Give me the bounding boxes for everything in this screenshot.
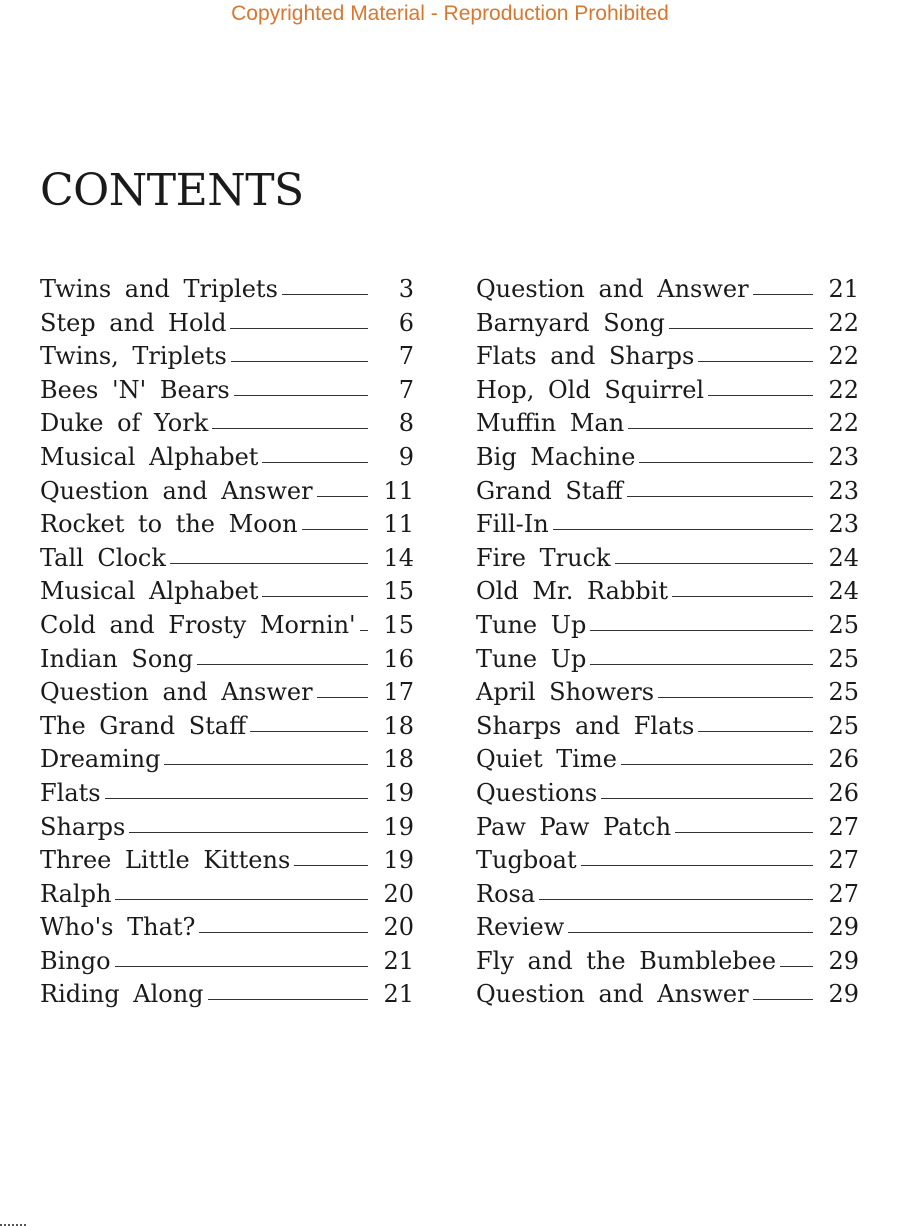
toc-entry-page: 11 [383, 510, 414, 539]
toc-entry-title: Bees 'N' Bears [40, 375, 230, 404]
toc-entry [40, 409, 414, 443]
toc-entry-title: Review [476, 913, 565, 942]
toc-entry-title: Question and Answer [40, 476, 313, 505]
toc-entry [476, 813, 859, 847]
toc-entry [40, 678, 414, 712]
toc-entry [476, 409, 859, 443]
toc-entry [476, 947, 859, 981]
toc-entry-page: 21 [828, 275, 859, 303]
toc-entry [476, 376, 859, 410]
toc-leader-line [360, 630, 368, 631]
toc-entry-title: Three Little Kittens [40, 846, 291, 875]
toc-entry-title: Fly and the Bumblebee [476, 946, 777, 975]
toc-entry-page: 7 [398, 375, 414, 404]
toc-leader-line [753, 294, 813, 295]
contents-left-column [40, 275, 414, 1014]
toc-leader-line [615, 563, 813, 564]
toc-entry [476, 544, 859, 578]
toc-entry [476, 880, 859, 914]
toc-entry-title: Tall Clock [40, 543, 166, 572]
toc-entry-page: 23 [828, 442, 859, 471]
toc-leader-line [581, 865, 813, 866]
toc-entry-title: Hop, Old Squirrel [476, 375, 705, 404]
toc-leader-line [590, 630, 813, 631]
toc-entry [476, 980, 859, 1014]
toc-entry-title: Duke of York [40, 409, 209, 438]
toc-leader-line [568, 932, 813, 933]
toc-leader-line [199, 932, 368, 933]
toc-leader-line [115, 899, 368, 900]
toc-entry-title: Sharps and Flats [476, 711, 695, 740]
toc-entry-title: Indian Song [40, 644, 194, 673]
toc-leader-line [250, 731, 368, 732]
toc-entry-title: Cold and Frosty Mornin' [40, 610, 356, 639]
toc-entry-page: 18 [383, 745, 414, 774]
toc-leader-line [708, 395, 813, 396]
toc-leader-line [105, 798, 368, 799]
toc-entry [40, 980, 414, 1014]
toc-entry-title: Flats [40, 778, 101, 807]
toc-entry-page: 20 [383, 879, 414, 908]
toc-leader-line [539, 899, 813, 900]
toc-entry [476, 645, 859, 679]
toc-entry-page: 21 [383, 980, 414, 1009]
toc-entry-title: Who's That? [40, 913, 196, 942]
toc-entry-page: 14 [383, 543, 414, 572]
toc-entry-title: Bingo [40, 946, 111, 975]
toc-entry-title: Old Mr. Rabbit [476, 577, 668, 606]
toc-entry-title: Tune Up [476, 644, 587, 673]
toc-entry-title: Muffin Man [476, 409, 625, 438]
toc-entry-page: 25 [828, 644, 859, 673]
toc-entry-page: 23 [828, 510, 859, 539]
toc-leader-line [170, 563, 368, 564]
toc-entry [40, 712, 414, 746]
toc-entry-title: Quiet Time [476, 745, 617, 774]
toc-entry [476, 510, 859, 544]
toc-entry-title: Paw Paw Patch [476, 812, 672, 841]
toc-entry-page: 29 [828, 913, 859, 942]
toc-entry [40, 913, 414, 947]
toc-entry-page: 27 [828, 812, 859, 841]
toc-leader-line [282, 294, 368, 295]
page-corner-mark [0, 1222, 26, 1226]
toc-entry-title: Riding Along [40, 980, 204, 1009]
toc-entry-page: 3 [398, 275, 414, 303]
toc-entry-page: 26 [828, 778, 859, 807]
toc-entry-page: 22 [828, 342, 859, 371]
toc-leader-line [234, 395, 368, 396]
toc-entry-page: 22 [828, 375, 859, 404]
toc-entry-page: 23 [828, 476, 859, 505]
contents-right-column [476, 275, 859, 1014]
toc-entry-title: Question and Answer [40, 678, 313, 707]
toc-entry-title: Step and Hold [40, 308, 227, 337]
toc-entry-title: Dreaming [40, 745, 161, 774]
toc-leader-line [675, 832, 813, 833]
toc-leader-line [197, 664, 368, 665]
toc-leader-line [601, 798, 813, 799]
toc-entry-title: Barnyard Song [476, 308, 665, 337]
toc-entry-page: 25 [828, 678, 859, 707]
toc-entry [40, 947, 414, 981]
toc-entry [40, 376, 414, 410]
toc-entry-page: 24 [828, 577, 859, 606]
toc-entry-page: 22 [828, 409, 859, 438]
toc-entry [40, 443, 414, 477]
toc-entry [40, 342, 414, 376]
toc-entry-title: Rocket to the Moon [40, 510, 298, 539]
toc-leader-line [262, 596, 368, 597]
toc-entry-title: Big Machine [476, 442, 636, 471]
toc-entry-title: Tugboat [476, 846, 577, 875]
toc-entry-page: 27 [828, 846, 859, 875]
toc-leader-line [317, 697, 368, 698]
toc-entry-page: 6 [398, 308, 414, 337]
toc-leader-line [231, 361, 368, 362]
toc-entry [476, 443, 859, 477]
toc-leader-line [590, 664, 813, 665]
toc-leader-line [672, 596, 813, 597]
toc-entry-page: 21 [383, 946, 414, 975]
toc-entry-page: 7 [398, 342, 414, 371]
toc-entry-title: Sharps [40, 812, 126, 841]
toc-entry-page: 29 [828, 946, 859, 975]
toc-entry [40, 880, 414, 914]
toc-entry-page: 25 [828, 610, 859, 639]
toc-leader-line [658, 697, 813, 698]
toc-entry-title: Flats and Sharps [476, 342, 695, 371]
toc-entry [476, 745, 859, 779]
toc-entry-title: The Grand Staff [40, 711, 247, 740]
toc-entry-page: 22 [828, 308, 859, 337]
toc-entry-title: Question and Answer [476, 980, 749, 1009]
toc-entry [40, 813, 414, 847]
toc-entry-page: 8 [398, 409, 414, 438]
toc-entry [40, 510, 414, 544]
toc-entry [476, 913, 859, 947]
toc-entry-title: Question and Answer [476, 275, 749, 303]
toc-entry-title: Twins and Triplets [40, 275, 278, 303]
copyright-notice: Copyrighted Material - Reproduction Prohibited [231, 2, 669, 25]
toc-entry-title: Tune Up [476, 610, 587, 639]
toc-entry [476, 779, 859, 813]
toc-entry-title: Ralph [40, 879, 112, 908]
toc-entry-page: 20 [383, 913, 414, 942]
toc-entry-page: 25 [828, 711, 859, 740]
toc-leader-line [208, 999, 368, 1000]
toc-entry-title: Grand Staff [476, 476, 623, 505]
toc-leader-line [230, 328, 368, 329]
toc-entry [476, 342, 859, 376]
toc-leader-line [553, 529, 813, 530]
toc-leader-line [212, 428, 368, 429]
toc-entry-page: 17 [383, 678, 414, 707]
toc-leader-line [317, 496, 368, 497]
toc-leader-line [698, 361, 813, 362]
toc-entry-title: Musical Alphabet [40, 577, 259, 606]
toc-leader-line [164, 764, 368, 765]
toc-entry [40, 779, 414, 813]
toc-entry-page: 15 [383, 577, 414, 606]
toc-entry [476, 712, 859, 746]
toc-entry-page: 19 [383, 846, 414, 875]
toc-entry-title: Twins, Triplets [40, 342, 227, 371]
toc-entry [40, 745, 414, 779]
toc-entry-page: 16 [383, 644, 414, 673]
toc-entry-page: 26 [828, 745, 859, 774]
toc-entry-page: 19 [383, 778, 414, 807]
toc-leader-line [639, 462, 813, 463]
toc-entry [40, 645, 414, 679]
toc-leader-line [621, 764, 813, 765]
toc-entry [40, 275, 414, 309]
toc-entry-title: April Showers [476, 678, 655, 707]
toc-leader-line [627, 496, 813, 497]
toc-entry-title: Fire Truck [476, 543, 611, 572]
toc-leader-line [698, 731, 813, 732]
toc-leader-line [262, 462, 368, 463]
toc-entry-page: 24 [828, 543, 859, 572]
toc-entry-title: Questions [476, 778, 598, 807]
toc-entry-title: Musical Alphabet [40, 442, 259, 471]
toc-leader-line [753, 999, 813, 1000]
toc-entry [40, 611, 414, 645]
toc-leader-line [129, 832, 368, 833]
toc-entry-title: Rosa [476, 879, 536, 908]
toc-entry [476, 477, 859, 511]
toc-leader-line [302, 529, 368, 530]
toc-entry-page: 29 [828, 980, 859, 1009]
toc-entry [476, 275, 859, 309]
toc-entry-page: 15 [383, 610, 414, 639]
toc-entry [476, 678, 859, 712]
toc-entry-page: 27 [828, 879, 859, 908]
toc-leader-line [669, 328, 813, 329]
toc-leader-line [294, 865, 368, 866]
toc-entry-title: Fill-In [476, 510, 549, 539]
toc-entry-page: 19 [383, 812, 414, 841]
toc-entry [476, 577, 859, 611]
toc-entry-page: 9 [398, 442, 414, 471]
toc-entry [476, 309, 859, 343]
toc-entry [40, 544, 414, 578]
toc-entry [476, 846, 859, 880]
toc-leader-line [780, 966, 813, 967]
toc-entry-page: 11 [383, 476, 414, 505]
toc-entry [40, 577, 414, 611]
toc-entry [40, 846, 414, 880]
toc-entry [40, 477, 414, 511]
toc-leader-line [115, 966, 368, 967]
toc-entry [40, 309, 414, 343]
toc-leader-line [628, 428, 813, 429]
page-title: CONTENTS [40, 165, 304, 216]
toc-entry-page: 18 [383, 711, 414, 740]
toc-entry [476, 611, 859, 645]
